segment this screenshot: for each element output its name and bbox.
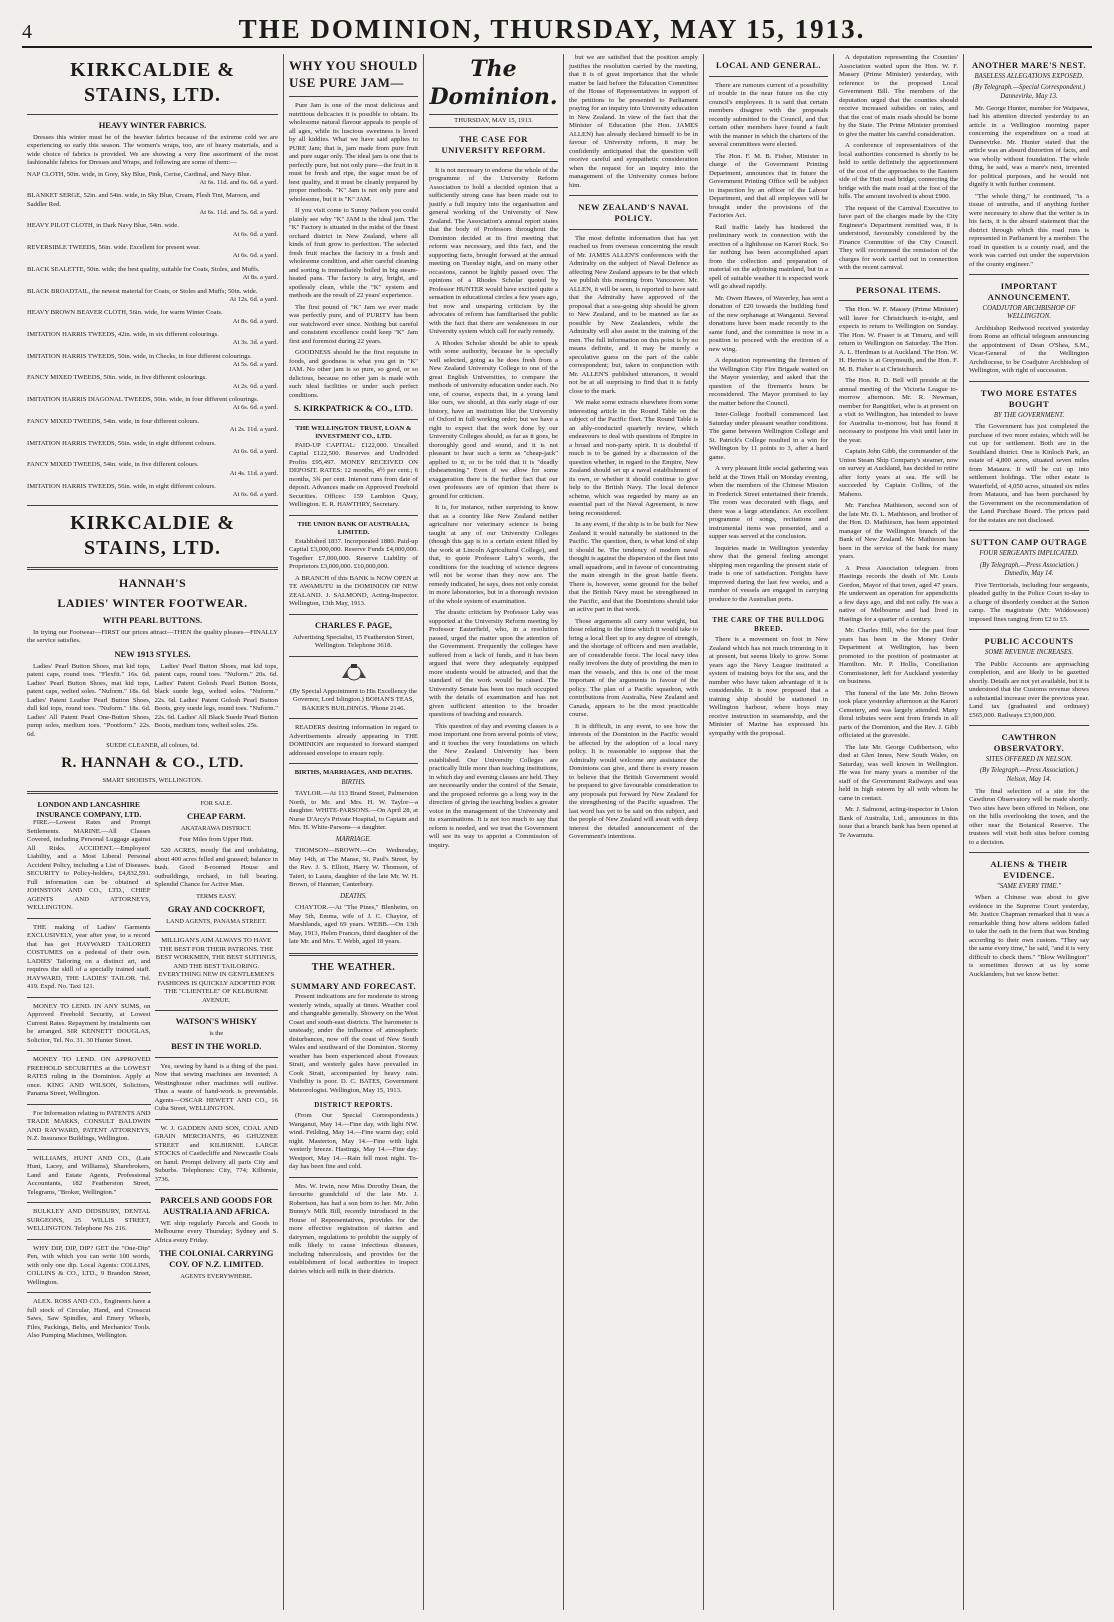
royal-crest-icon — [339, 662, 369, 684]
hannah-shoe-lists — [27, 663, 278, 743]
conference-para: A conference of representatives of the local authorities concerned is shortly to be held to settle definitely the apportionment of the cost of the approaches to the Eastern side of the Hutt road bridge, connecting the bridge with the main road at the foot of the hills. The amount involved is about £900. — [839, 142, 958, 200]
cawthron-telegraph: (By Telegraph.—Press Association.) Nelson, May 14. — [979, 767, 1079, 784]
deaths-heading: DEATHS. — [340, 892, 367, 900]
district-body: (From Our Special Correspondents.) Wanganui, May 14.—Fine day, with light NW. wind. Feilding, May 14.—Fine warm day; cold night. Masterton, May 14.—Fine with light westerly breeze. Hastings, May 14.—Fine day. Westport, May 14.—Rain fell most night. To-day has been fine and cold. — [289, 1112, 418, 1171]
sale-farm: CHEAP FARM. — [187, 811, 246, 822]
jam-ad-title: WHY YOU SHOULD USE PURE JAM— — [289, 58, 418, 90]
fabrics-intro: Dresses this winter must be of the heavier fabrics because of the extreme cold we are experiencing so early this season. The women's wraps, too, are of heavy materials, and a wide choice of fabrics is provided. We are showing a very fine assortment of the most fashionable fabrics for Dresses and Wraps, and following are some of them:— — [27, 133, 278, 167]
local-para-6: Inter-College football commenced last Saturday under pleasant weather conditions. The game between Wellington College and St. Patrick's College resulted in a win for Wellington by 11 points to 3, after a hard game. — [709, 411, 828, 461]
column-advertisements — [22, 54, 284, 1610]
aliens-subheading: "SAME EVERY TIME." — [996, 882, 1062, 890]
jam-ad-body-3: The first pound of "K" Jam we ever made was perfectly pure, and of PURITY has been our watchword ever since. Nothing but careful and consistent excellence could keep "K" Jam first and foremost during 22 years. — [289, 303, 418, 345]
page-number: 4 — [22, 21, 32, 43]
editorial-heading: THE CASE FOR UNIVERSITY REFORM. — [441, 134, 546, 156]
personal-para-6: Mr. Charles Hill, who for the past four years has been in the Money Order Department at Wellington, has been promoted to the position of postmaster at Hamilton. Mr. P. Hollis, Conciliation Commissioner, left for Auckland yesterday on business. — [839, 627, 958, 686]
personal-para-2: The Hon. R. D. Bell will preside at the annual meeting of the Victoria League to-morrow afternoon. Mr. R. Newman, member for Rangitikei, who is at present on a visit to Wellington, has intended to leave for Australia to-morrow, but has found it necessary to postpone his visit until later in the year. — [839, 377, 958, 444]
naval-para-1: The most definite information that has yet reached us from overseas concerning the result of Mr. JAMES ALLEN'S conferences with the Admiralty on the subject of Naval Defence as affecting New Zealand appears to be that which we publish this morning from Vancouver. Mr. ALLEN, it will be seen, is reported to have said that the Admiralty have approved of the proposal that a sea-going ship should be given to New Zealand, and to be manned as far as possible by New Zealanders, while the Admiralty will also assist in the training of the men. The full information on this point is by no means definite, and it may be merely a speculative guess on the part of the cable correspondent; but, taken in conjunction with Mr. ALLEN'S published utterances, it would not be at all surprising to find that it is fairly close to the mark. — [569, 234, 698, 395]
births-body: TAYLOR.—At 113 Brand Street, Palmerston North, to Mr. and Mrs. H. W. Taylor—a daughter. WHITE-PARSONS.—On April 28, at Nurse D'Arcy's Private Hospital, to Captain and Mrs. H. White-Parsons—a daughter. — [289, 790, 418, 832]
district-heading: DISTRICT REPORTS. — [314, 1101, 393, 1110]
local-para-1: There are rumours current of a possibility of trouble in the near future on the city council's employees. It is said that certain members disagree with the proposals recently submitted to the Council, and that certain other members have found a fault with the manner in which the charters of the several committees were elected. — [709, 81, 828, 149]
parcels-body: WE ship regularly Parcels and Goods to Melbourne every Thursday; Sydney and S. Africa every Friday. — [154, 1219, 278, 1244]
price-item: IMITATION HARRIS TWEEDS, 50in. wide, in Checks, in four different colourings. At 5s. 6d. a yard. — [27, 352, 278, 369]
column-jam-and-notices — [284, 54, 424, 1610]
public-accounts-body: The Public Accounts are approaching completion, and are likely to be gazetted shortly. Details are not yet available, but it is understood that the Customs revenue shows a substantial increase over the previous year. Land tax (graduated and ordinary) £565,000. Railways £3,900,000. — [969, 660, 1089, 719]
important-body: Archbishop Redwood received yesterday from Rome an official telegram announcing the appointment of Dean O'Shea, S.M., Vicar-General of the Wellington Archdiocese, to be Coadjutor Archbishop of Wellington, with right of succession. — [969, 324, 1089, 375]
mares-body-1: Mr. George Hunter, member for Waipawa, had his attention directed yesterday to an article in a Wellington morning paper concerning the expenditure on a road at Dannevirke. Mr. Hunter stated that the article was an absurd distortion of facts, and was wholly without foundation. The whole thing, he said, was a mare's nest, invented for political purposes, and he would not dignify it with further comment. — [969, 104, 1089, 189]
weather-heading: THE WEATHER. — [311, 961, 396, 973]
insurance-title: LONDON AND LANCASHIRE INSURANCE COMPANY, LTD. — [36, 800, 142, 819]
sutton-heading: SUTTON CAMP OUTRAGE — [970, 537, 1088, 548]
deaths-body: CHAYTOR.—At "The Pines," Blenheim, on May 5th, Emma, wife of J. C. Chaytor, of Marshlands, aged 69 years. WEBB.—On 13th May, 1913, Helen Frances, third daughter of the late Mr. and Mrs. T. Webb, aged 18 years. — [289, 904, 418, 946]
milligan-ad: MILLIGAN'S AIM ALWAYS TO HAVE THE BEST FOR THEIR PATRONS. THE BEST WORKMEN, THE BEST SUITINGS, AND THE BEST TAILORING. EVERYTHING NEW IN GENTLEMEN'S FASHIONS IS QUICKLY ADOPTED FOR THE "CLIENTELE" OF KELBURNE AVENUE. — [155, 937, 277, 1004]
watson-is: is the — [209, 1029, 224, 1037]
aliens-body: When a Chinese was about to give evidence in the Supreme Court yesterday, Mr. Justice Chapman remarked that it was a remarkable thing how aliens seldom failed to take the oath in the form that was binding according to their own custom. "They say the same every time," he said, "and it is very difficult to check them." "Blow Wellington" is sometimes thrown at us by some Aucklanders, but we know better. — [969, 894, 1089, 978]
sale-agents-address: LAND AGENTS, PANAMA STREET. — [166, 917, 267, 925]
sale-agents: GRAY AND COCKROFT, — [167, 904, 265, 915]
watson-best: BEST IN THE WORLD. — [171, 1040, 262, 1051]
personal-para-5: A Press Association telegram from Hastings records the death of Mr. Louis Gordon, Mayor of that town, aged 47 years. He underwent an operation for appendicitis a few days ago, and did not rally. He was a native of Melbourne and had lived in Hastings for a quarter of a century. — [839, 564, 958, 623]
column-naval-policy — [564, 54, 704, 1610]
local-para-7: A very pleasant little social gathering was held at the Town Hall on Monday evening, when the members of the Chinese Mission in Frederick Street entertained their friends. The room was decorated with flags, and there was a large attendance. An excellent programme of songs, recitations and instrumental items was presented, and a supper was served at the conclusion. — [709, 465, 828, 541]
public-accounts-heading: PUBLIC ACCOUNTS — [984, 636, 1074, 647]
column-news-briefs — [964, 54, 1094, 1610]
price-item: HEAVY PILOT CLOTH, in Dark Navy Blue, 54in. wide. At 6s. 6d. a yard. — [27, 222, 278, 238]
sale-district: AKATARAWA DISTRICT. — [180, 825, 252, 833]
aliens-heading: ALIENS & THEIR EVIDENCE. — [990, 859, 1068, 880]
hannah-list-right: Ladies' Pearl Button Shoes, mat kid tops, patent caps, round toes. "Nuform." 20s. 6d. Ladies' Patent Golosh Pearl Button Boots, black suede legs, welted soles. "Nuform." 22s. 6d. Ladies' Patent Golosh Pearl Button Boots, grey suede legs, round toes. "Nuform." 22s. 6d. Ladies' All Black Suede Pearl Button Boots, medium toes, welted soles. 25s. — [154, 662, 278, 730]
column-local-general — [704, 54, 834, 1610]
dominion-logo: The Dominion. — [429, 56, 558, 110]
deputation-para: A deputation representing the Counties' Association waited upon the Hon. W. F. Massey (Prime Minister) yesterday, with reference to the proposed Local Government Bill. The members of the deputation urged that the counties should receive increased subsidies on rates, and that the cost of main roads should be borne by the State. The Prime Minister promised to give the matter his careful consideration. — [839, 54, 958, 138]
personal-para-4: Mr. Fanchea Mathieson, second son of the late Mr. D. L. Mathieson, and brother of the Hon. D. Mathieson, has been appointed manager of the Wellington branch of the Bank of New Zealand. Mr. Mathieson has been in the service of the bank for many years. — [839, 502, 958, 561]
editorial-date: THURSDAY, MAY 15, 1913. — [429, 114, 558, 128]
newspaper-title: THE DOMINION, THURSDAY, MAY 15, 1913. — [238, 14, 866, 44]
bulkley-ad: BULKLEY AND DIDSBURY, DENTAL SURGEONS, 25 WILLIS STREET, WELLINGTON. Telephone No. 216. — [27, 1208, 151, 1233]
editorial-para-5: This question of day and evening classes is a most important one from several points of view, and it touches the very foundations on which the New Zealand University has been established. Our University Colleges are practically little more than teaching institutions, in which day and evening classes are held. They are necessarily under the control of the Senate, and the proposed reforms go a long way in the direction of giving the teaching bodies a greater voice in the management of the University and its examinations. It is not too much to say that reform is needed, and we trust the Government will see its way to appoint a Commission of inquiry. — [429, 722, 558, 849]
price-item: BLACK BROADTAIL, the newest material for Coats, or Stoles and Muffs; 50in. wide. At 12s. 6d. a yard. — [27, 287, 278, 303]
union-bank-title: THE UNION BANK OF AUSTRALIA, LIMITED. — [297, 520, 410, 537]
mares-body-2: "The whole thing," he continued, "is a tissue of untruths, and if anything further were necessary to show that the writer is in his facts, it is the absurd statement that the district through which this road runs is represented in Parliament by a member. The road in question is a county road, and the work was carried out under the supervision of the county engineer." — [969, 192, 1089, 268]
price-item: REVERSIBLE TWEEDS, 56in. wide. Excellent for present wear. At 6s. 6d. a yard. — [27, 244, 278, 260]
price-item: IMITATION HARRIS DIAGONAL TWEEDS, 50in. wide, in four different colourings. At 6s. 6d. a yard. — [27, 396, 278, 412]
masthead — [22, 12, 1092, 48]
sale-distance: Four Miles from Upper Hutt. — [179, 836, 254, 844]
insurance-body: FIRE.—Lowest Rates and Prompt Settlements. MARINE.—All Classes Covered, including Personal Luggage against All Risks. ACCIDENT.—Employers' Liability, and a Most Liberal Personal Accident Policy, including a List of Diseases. SECURITY to Policy-holders, £4,832,591. Full information can be obtained at JOHNSTON AND CO., LTD., CHIEF AGENTS AND ATTORNEYS, WELLINGTON. — [27, 819, 151, 912]
hannah-suede: SUEDE CLEANER, all colours, 6d. — [106, 742, 199, 750]
bohans-ad: (By Special Appointment to His Excellency the Governor, Lord Islington.) BOHAN'S TEAS, BAKER'S BUILDINGS. 'Phone 2146. — [289, 687, 418, 712]
personal-para-7: The funeral of the late Mr. John Brown took place yesterday afternoon at the Karori Cemetery, and was largely attended. Many floral tributes were sent from friends in all parts of the Dominion, and the Rev. J. Gibb officiated at the graveside. — [839, 689, 958, 740]
hannah-list-left: Ladies' Pearl Button Shoes, mat kid tops, patent caps, round toes. "Flexfit." 16s. 6d. Ladies' Pearl Button Shoes, mat kid tops, patent caps, welted soles. "Nuform." 18s. 6d. Ladies' Patent Leather Pearl Button Shoes, dull kid tops, round toes. "Nuform." 18s. 6d. Ladies' All Patent Pearl One-Button Shoes, pump soles, medium toes. "Pootform." 22s. 6d. — [27, 662, 151, 738]
gadden-ad: W. J. GADDEN AND SON, COAL AND GRAIN MERCHANTS, 46 GHUZNEE STREET and KILBIRNIE. LARGE STOCKS of Castlecliffe and Newcastle Coals on hand. Prompt delivery all parts City and Suburbs. Telephones: City, 774; Kilbirnie, 3736. — [154, 1124, 278, 1183]
personal-para-9: Mr. J. Salmond, acting-inspector in Union Bank of Australia, Ltd., announces in this issue that a branch bank has been opened at Te Awamutu. — [839, 806, 958, 839]
sutton-subheading: FOUR SERGEANTS IMPLICATED. — [979, 549, 1079, 557]
fabric-price-list — [27, 171, 278, 500]
public-accounts-subheading: SOME REVENUE INCREASES. — [984, 649, 1074, 657]
price-item: HEAVY BROWN BEAVER CLOTH, 56in. wide, for warm Winter Coats. At 8s. 6d. a yard. — [27, 309, 278, 325]
hannah-subtitle: LADIES' WINTER FOOTWEAR. — [57, 595, 248, 610]
trust-title: THE WELLINGTON TRUST, LOAN & INVESTMENT CO., LTD. — [295, 424, 412, 441]
editorial-para-2: A Rhodes Scholar should be able to speak with some authority, because he is specially well selected, going as he does fresh from a New Zealand University College to one of the great English Universities, to compare the methods of university education under each. No one, of course, expects that, in a young land like ours, we should, at this early stage of our history, have an institution like the University of Oxford in full working order; but we have a right to expect that the work done by our University Colleges should, as far as it goes, be thoroughly good and sound, and it is not pleasant to hear such a term as "cheap-jack" applied to it, or to be told that it is "deadly disheartening." Even if we allow for some exaggeration there is the further fact that our own professors are of opinion that there is ground for criticism. — [429, 339, 558, 500]
jam-ad-body-1: Pure Jam is one of the most delicious and nutritious delicacies it is possible to obtain. Its wholesome natural flavour appeals to people of all ages, while its luscious sweetness is loved by all kiddies. What we have said applies to PURE Jam; that is, jam made from pure fruit and pure sugar only. The ideal jam is one that is perfectly pure, but not only pure—the fruit in it must be fresh and ripe, the sugar must be of best quality, and it must be cleanly prepared by proper methods. "K" Jam is not only pure and wholesome, but it is "K" JAM. — [289, 102, 418, 203]
local-para-4: Mr. Owen Hawes, of Waverley, has sent a donation of £20 towards the building fund of the new orphanage at Wanganui. Several donations have been made recently to the same fund, and the committee is now in a position to proceed with the erection of a new wing. — [709, 294, 828, 353]
editorial-continued: but we are satisfied that the position amply justifies the resolution carried by the meeting, that it is of great importance that the whole matter be laid before the Education Committee of the House of Representatives in support of the petitions to be presented to Parliament praying for an inquiry into University education in New Zealand. In view of the fact that the Minister of Education (the Hon. JAMES ALLEN) has already declared himself to be in favour of University reform, it may be confidently anticipated that the question will receive careful and sympathetic consideration when the request for an inquiry into the management of the University comes before him. — [569, 54, 698, 189]
personal-para-8: The late Mr. George Cuthbertson, who died at Glen Innes, New South Wales, on Saturday, was well known in Wellington. He was for many years a member of the staff of the Government Railways and was held in high esteem by all with whom he came in contact. — [839, 743, 958, 802]
hannah-pearl: WITH PEARL BUTTONS. — [102, 614, 203, 625]
carnival-para: The request of the Carnival Executive to have part of the charges made by the City Engineer's Department remitted was, it is understood, favourably considered by the Finance Committee of the City Council. They will recommend the remission of the charges for work carried out in connection with the recent carnival. — [839, 204, 958, 271]
fountain-pen-ad: WHY DIP, DIP, DIP? GET the "One-Dip" Pen, with which you can write 100 words, with only one dip. Local Agents: COLLINS, COLLINS & CO., LTD., 9 Brandon Street, Wellington. — [27, 1244, 151, 1286]
trust-body: PAID-UP CAPITAL: £122,000. Uncalled Capital £122,500. Reserves and Undivided Profits £95,497. MONEY RECEIVED ON DEPOSIT. RATES: 12 months, 4½ per cent.; 6 months, 3¾ per cent. Interest runs from date of deposit. Advances made on Approved Freehold Securities. Offices: 159 Lambton Quay, Wellington. E. R. HAWTHRY, Secretary. — [289, 441, 418, 509]
small-ads-grid — [27, 800, 278, 1344]
sale-details: 520 ACRES, mostly flat and undulating, about 400 acres felled and grassed; balance in bush. Good 8-roomed House and outbuildings, orchard, in full bearing. Splendid Chance for Active Man. — [154, 847, 278, 889]
mares-heading: ANOTHER MARE'S NEST. — [972, 60, 1086, 70]
sutton-telegraph: (By Telegraph.—Press Association.) Dunedin, May 14. — [979, 561, 1079, 578]
personal-heading: PERSONAL ITEMS. — [856, 284, 941, 295]
fabrics-heading: HEAVY WINTER FABRICS. — [98, 119, 207, 130]
local-para-8: Inquiries made in Wellington yesterday show that the general feeling amongst shipping men regarding the present state of trade is one of satisfaction. Freights have improved during the last few weeks, and a number of vessels are engaged in carrying produce to the Australian ports. — [709, 544, 828, 603]
naval-para-4: Those arguments all carry some weight, but those relating to the time which it would take to bring a local fleet up to any degree of strength, and the shortage of officers and men available, are of considerable force. The local navy idea really involves the duty of providing the men to man the vessels, and this is one of the most important of the arguments in favour of the policy. The plan of a Pacific squadron, with contributions from Australia, New Zealand and Canada, appears to be the most practicable course. — [569, 617, 698, 719]
hannah-address: SMART SHOEISTS, WELLINGTON. — [102, 777, 203, 785]
estates-body: The Government has just completed the purchase of two more estates, which will be cut up for settlement. Both are in the Southland district. One is Kinloch Park, an estate of 4,800 acres, situated seven miles from Mataura. It will be cut up into settlement holdings. The other estate is Waterfield, of 4,050 acres, situated six miles from Mataura, and has been purchased by the Government on the recommendation of the Land Purchase Board. The prices paid for the estates are not disclosed. — [969, 423, 1089, 524]
watson-title: WATSON'S WHISKY — [175, 1016, 257, 1026]
births-heading: BIRTHS. — [341, 778, 366, 786]
editorial-para-4: The drastic criticism by Professor Laby was supported at the University Reform meeting by Professor Easterfield, who, in a resolution passed, urged the matter upon the attention of the Government. Frequently the colleges have suffered from a lack of funds, and it has been argued that were they adequately equipped more students would be attracted, and that the standard of the work would be raised. The University Senate has been too much occupied with the details of examination and has not given sufficient attention to the broader questions of teaching and research. — [429, 609, 558, 719]
sale-terms: TERMS EASY. — [196, 892, 237, 900]
estates-heading: TWO MORE ESTATES BOUGHT — [980, 387, 1078, 409]
page-advertising-name: CHARLES F. PAGE, — [315, 619, 392, 630]
bulldog-heading: THE CARE OF THE BULLDOG BREED. — [712, 616, 825, 634]
naval-para-5: It is difficult, in any event, to see how the interests of the Dominion in the Pacific would be affected by the adoption of a local navy policy. It is reasonable to suppose that the Admiralty would welcome any assistance the Dominions can give, and there is every reason to believe that the British Government would be prepared to give favourable consideration to any proposals put forward by New Zealand for the strengthening of the Pacific squadron. The last word has yet to be said on this subject, and the people of New Zealand will await with deep interest the detailed announcement of the Government's intentions. — [569, 722, 698, 841]
union-bank-body: Established 1837. Incorporated 1880. Paid-up Capital £3,000,000. Reserve Funds £4,000,000. Together £7,000,000. Reserve Liability of Proprietors £3,000,000. £10,000,000. — [289, 537, 418, 571]
kirkcaldie-title-2: KIRKCALDIE & STAINS, LTD. — [70, 511, 235, 560]
weather-subheading: SUMMARY AND FORECAST. — [290, 980, 417, 991]
parcels-agents: AGENTS EVERYWHERE. — [180, 1272, 253, 1280]
jam-ad-body-4: GOODNESS should be the first requisite in foods, and goodness is what you get in "K" JAM. No other jam is so pure, so good, or so delicious, because no other jam is made with such ideal facilities or under such perfect conditions. — [289, 349, 418, 399]
union-bank-notice: A BRANCH of this BANK is NOW OPEN at TE AWAMUTU in the DOMINION OF NEW ZEALAND. J. SALMOND, Acting-Inspector. Wellington, 13th May, 1913. — [289, 574, 418, 608]
mares-subheading: BASELESS ALLEGATIONS EXPOSED. — [974, 72, 1084, 80]
patents-ad: For Information relating to PATENTS AND TRADE MARKS, CONSULT BALDWIN AND RAYWARD, PATENT ATTORNEYS, N.Z. Insurance Buildings, Wellington. — [27, 1109, 151, 1143]
local-para-2: The Hon. F. M. B. Fisher, Minister in charge of the Government Printing Department, announces that in future the Government Printing Office will be subject to inspection by an officer of the Labour Department, and that all employees will be brought under the provisions of the Factories Act. — [709, 152, 828, 220]
kirkpatrick-name: S. KIRKPATRICK & CO., LTD. — [294, 403, 413, 413]
important-heading: IMPORTANT ANNOUNCEMENT. — [987, 281, 1071, 302]
price-item: BLACK SEALETTE, 50in. wide; the best quality, suitable for Coats, Stoles, and Muffs. At 8s. a yard. — [27, 265, 278, 282]
sutton-body: Five Territorials, including four sergeants, pleaded guilty in the Police Court to-day to a charge of disorderly conduct at the Sutton camp. The magistrate (Mr. Widdowson) imposed fines ranging from £2 to £5. — [969, 581, 1089, 623]
local-para-3: Rail traffic lately has hindered the preliminary work in connection with the erection of a lighthouse on Karori Rock. So far nothing has been accomplished apart from the collection and preparation of material on the adjoining mainland, but in a spell of suitable weather it is expected work will go ahead rapidly. — [709, 223, 828, 291]
personal-para-3: Captain John Gibb, the commander of the Union Steam Ship Company's steamer, now on survey at Auckland, has decided to retire after forty years at sea. He will be succeeded by Captain Collins, of the Maheno. — [839, 448, 958, 498]
naval-para-2: We make some extracts elsewhere from some interesting article in the Round Table on the subject of the Pacific fleet. The Round Table is an ably-conducted quarterly review, which endeavours to deal with questions of Empire in a broad and non-party spirit. It is doubtful if much is to be gained by a discussion of the question whether, in regard to the Empire, New Zealand should set up a naval establishment of its own, or whether it should continue to give help to the British Navy. The local defence scheme, which was regarded by many as an essential part of the Naval Agreement, is now being reconsidered. — [569, 399, 698, 517]
local-para-5: A deputation representing the firemen of the Wellington City Fire Brigade waited on the Mayor yesterday, and asked that the question of the firemen's hours be reconsidered. The Mayor promised to lay the matter before the Council. — [709, 357, 828, 407]
hannah-intro: In trying our Footwear—FIRST our prices attract—THEN the quality pleases—FINALLY the service satisfies. — [27, 628, 278, 645]
page-advertising-address: Advertising Specialist, 15 Featherston Street, Wellington. Telephone 3618. — [292, 633, 415, 650]
price-item: IMITATION HARRIS TWEEDS, 56in. wide, in eight different colours. At 6s. 6d. a yard. — [27, 482, 278, 499]
price-item: NAP CLOTH, 50in. wide, in Grey, Sky Blue, Pink, Cerise, Cardinal, and Navy Blue. At 6s. 11d. and 6s. 6d. a yard. — [27, 170, 278, 186]
local-heading: LOCAL AND GENERAL. — [715, 60, 822, 70]
hayward-ad: THE making of Ladies' Garments EXCLUSIVELY, year after year, to a record that has got HAYWARD TAILORED COSTUMES on a pedestal of their own. LADIES' Tailoring on a distinct art, and requires the skill of a specially trained staff. HAYWARD, THE LADIES' TAILOR. Tel. 419. Expd. No. Taxi 121. — [27, 923, 151, 991]
bmd-heading: BIRTHS, MARRIAGES, AND DEATHS. — [294, 769, 413, 777]
mares-telegraph: (By Telegraph.—Special Correspondent.) Dannevirke, May 13. — [972, 84, 1086, 101]
parcels-company: THE COLONIAL CARRYING COY. OF N.Z. LIMITED. — [159, 1248, 274, 1270]
estates-subheading: BY THE GOVERNMENT. — [993, 411, 1065, 419]
naval-heading: NEW ZEALAND'S NAVAL POLICY. — [578, 202, 689, 223]
columns — [22, 54, 1094, 1610]
editorial-para-1: It is not necessary to endorse the whole of the programme of the University Reform Association to hold a decided opinion that a sufficiently strong case has been made out to justify a full inquiry into the organisation and general working of the University of New Zealand. The Association's annual report states that the body of Professors throughout the Dominion decided at its first meeting that reform was necessary, and this fact, and the supporting facts, brought forward at the annual meeting on Tuesday night, and on many other occasions, cannot be lightly passed over. The opinions of a Rhodes Scholar quoted by Professor HUNTER would have excited quite a sensation in educational circles a few years ago, but now and unsparing criticism by the advocates of reform has familiarised the public with the fact that there are weaknesses in our University system which call for early remedy. — [429, 166, 558, 336]
column-personal-items — [834, 54, 964, 1610]
marriage-heading: MARRIAGE. — [335, 835, 372, 843]
price-item: FANCY MIXED TWEEDS, 50in. wide, in five different colourings. At 2s. 6d. a yard. — [27, 374, 278, 390]
marriage-body: THOMSON—BROWN.—On Wednesday, May 14th, at The Manse, St. Paul's Street, by the Rev. J. S. Elliott, Harry W. Thomson, of Taieri, to Laura, daughter of the late Mr. W. H. Brown, of Hanmer, Canterbury. — [289, 847, 418, 889]
hannah-company: R. HANNAH & CO., LTD. — [61, 755, 244, 772]
price-item: IMITATION HARRIS TWEEDS, 56in. wide, in eight different colours. At 6s. 6d. a yard. — [27, 439, 278, 455]
kirkcaldie-title: KIRKCALDIE & STAINS, LTD. — [70, 59, 235, 107]
cawthron-body: The final selection of a site for the Cawthron Observatory will be made shortly. Two sites have been offered in Nelson, one on the hills overlooking the town, and the other near the Botanical Reserve. The trustees will visit both sites before coming to a decision. — [969, 787, 1089, 846]
price-item: FANCY MIXED TWEEDS, 54in. wide, in five different colours. At 4s. 11d. a yard. — [27, 461, 278, 477]
personal-para-1: The Hon. W. F. Massey (Prime Minister) will leave for Christchurch to-night, and expects to return to Wellington on Sunday. The Hon. W. Fraser is at Timaru, and will return to Wellington on Saturday. The Hon. A. L. Herdman is at Auckland. The Hon. W. H. Herries is at Greymouth, and the Hon. F. M. B. Fisher is at Christchurch. — [839, 306, 958, 373]
hannah-styles: NEW 1913 STYLES. — [114, 648, 191, 659]
readers-notice: READERS desiring information in regard to Advertisements already appearing in THE DOMINION are requested to forward stamped addressed envelope to ensure reply. — [289, 724, 418, 757]
price-item: IMITATION HARRIS TWEEDS, 42in. wide, in six different colourings. At 3s. 3d. a yard. — [27, 330, 278, 347]
column-editorial — [424, 54, 564, 1610]
sewing-ad: Yes, sewing by hand is a thing of the past. Now that sewing machines are invented; A Westinghouse other machines will outlive. Thus a waste of hand-work is preventable. Agents—OSCAR HEWETT AND CO., 16 Cuba Street, WELLINGTON. — [154, 1062, 278, 1113]
bulldog-body: There is a movement on foot in New Zealand which has not much trimming in it at present, but seems likely to grow. Some years ago the Navy League instituted a system of training boys for the sea, and the number who have taken advantage of it is considerable. It is now proposed that a training ship should be stationed in Wellington harbour, where boys may receive instruction in seamanship, and the Minister of Marine has expressed his sympathy with the proposal. — [709, 636, 828, 737]
sale-heading: FOR SALE. — [200, 800, 233, 808]
price-item: FANCY MIXED TWEEDS, 54in. wide, in four different colours. At 2s. 11d. a yard. — [27, 417, 278, 434]
money-ad-1: MONEY TO LEND. IN ANY SUMS, on Approved Freehold Security, at Lowest Current Rates. Repayment by instalments can be arranged. SIR KENNETT DOUGLAS, Solicitor, Tel. No. 31. 30 Hunter Street. — [27, 1002, 151, 1044]
parcels-title: PARCELS AND GOODS FOR AUSTRALIA AND AFRICA. — [160, 1195, 273, 1216]
naval-para-3: In any event, if the ship is to be built for New Zealand it would naturally be stationed in the Pacific. The question, then, is what kind of ship it should be. The tendency of modern naval thought is against the dispersion of the fleet into small squadrons, and in favour of concentrating the main strength in the great battle fleets. There is, however, some ground for the belief that the British Navy must be strengthened in the Pacific, and that the Dominions should take an active part in that work. — [569, 521, 698, 614]
hannah-title: HANNAH'S — [118, 576, 187, 591]
misc-body: Mrs. W. Irwin, now Miss Dorothy Dean, the favourite grandchild of the late Mr. J. Robertson, has had a son born to her. Mr. John Bunny's Milk Bill, recently introduced in the House of Representatives, provides for the more effective registration of dairies and dairymen, regulations to prohibit the supply of milk likely to cause infectious diseases, including tuberculosis, and provides for the establishment of local authorities to inspect dairies which sell milk in their districts. — [289, 1182, 418, 1275]
jam-ad-body-2: If you visit come to Sunny Nelson you could plainly see why "K" JAM is the ideal jam. The "K" Factory is situated in the midst of the finest orchard district in New Zealand, where all kinds of fruit grow to perfection. The selected fresh fruit reaches the factory in a fresh and wholesome condition, and after careful cleaning and sorting is immediately boiled in big steam-heated pans. The factory is airy, bright, and spotlessly clean, while the "K" system and methods are the result of 22 years' experience. — [289, 207, 418, 299]
price-item: BLANKET SERGE, 52in. and 54in. wide, in Sky Blue, Cream, Flesh Tint, Maroon, and Saddler Red. At 6s. 11d. and 5s. 6d. a yard. — [27, 192, 278, 216]
editorial-para-3: It is, for instance, rather surprising to know that as a country like New Zealand neither agriculture nor veterinary science is being taught at any of our University Colleges (though this gap is to a certain extent filled by the work at Lincoln Agricultural College), and that, to quote Professor Laby's words, the conditions for the teaching of science degrees will not be worse than they now are. The remedy indicated, he says, does not only consist in more laboratories, but in a thorough revision of the whole system of examination. — [429, 504, 558, 605]
williams-ad: WILLIAMS, HUNT AND CO., (Late Hunt, Lacey, and Williams), Sharebrokers, Land and Estate Agents, Professional Accountants, 182 Featherston Street, Telegrams, "Broker, Wellington." — [27, 1154, 151, 1196]
important-subheading: COADJUTOR ARCHBISHOP OF WELLINGTON. — [982, 304, 1076, 321]
weather-body: Present indications are for moderate to strong westerly winds, squally at times. Weather cool and changeable generally. Showery on the West Coast and south-east districts. The barometer is unsteady, under the influence of atmospheric disturbances, now off the coast of New South Wales and southward of the Dominion. Stormy weather has been experienced about Foveaux Strait, and westerly gales have prevailed in Cook Strait, accompanied by heavy rain. Visibility is poor. D. C. BATES, Government Meteorologist. Wellington, May 15, 1913. — [289, 993, 418, 1094]
ross-ad: ALEX. ROSS AND CO., Engineers have a full stock of Circular, Hand, and Crosscut Saws, Saw Spindles, and Emery Wheels, Files, Packings, Belts, and Mechanics' Tools. Also Pumping Machines, Wellington. — [27, 1298, 151, 1340]
cawthron-subheading: SITES OFFERED IN NELSON. — [985, 755, 1073, 763]
cawthron-heading: CAWTHRON OBSERVATORY. — [993, 732, 1065, 753]
money-ad-2: MONEY TO LEND. ON APPROVED FREEHOLD SECURITIES at the LOWEST RATES ruling in the Dominion. Apply at once. KING AND WILSON, Solicitors, Panama Street, Wellington. — [27, 1056, 151, 1098]
